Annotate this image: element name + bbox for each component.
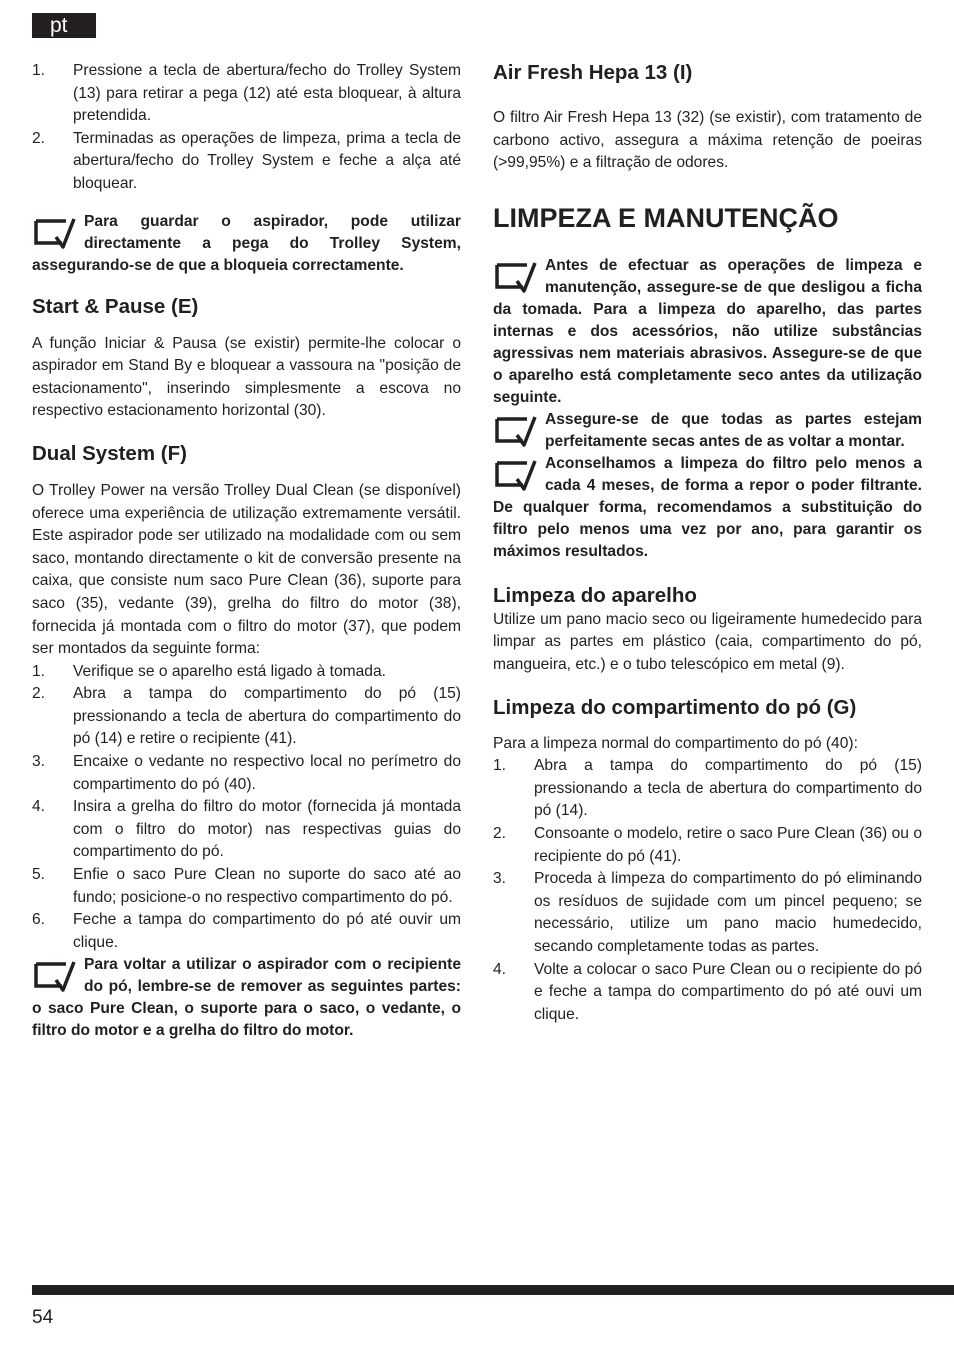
- list-item: [32, 751, 461, 796]
- language-tag: pt: [32, 13, 96, 38]
- right-column: [493, 60, 922, 1026]
- list-item: [493, 868, 922, 958]
- step-text: Abra a tampa do compartimento do pó (15) pressionando a tecla de abertura do compartimento do pó (14).: [534, 757, 922, 820]
- note-maintenance-2: [493, 409, 922, 453]
- note-dual-system: [32, 954, 461, 1042]
- note-maintenance-3: [493, 453, 922, 563]
- list-item: [493, 823, 922, 868]
- dual-system-text: O Trolley Power na versão Trolley Dual Clean (se disponível) oferece uma experiência de utilização extremamente versátil. Este aspirador pode ser utilizado na modalidade com ou sem saco, montando directamente o kit de conversão presente na caixa, que consiste num saco Pure Clean (36), suporte para saco (35), vedante (39), grelha do filtro do motor (38), fornecida já montada com o filtro do motor (37), que podem ser montados da seguinte forma:: [32, 481, 461, 658]
- page-title: LIMPEZA E MANUTENÇÃO: [493, 202, 839, 233]
- section-title-air-fresh: Air Fresh Hepa 13 (I): [493, 61, 693, 84]
- list-item: [493, 755, 922, 823]
- step-text: Enfie o saco Pure Clean no suporte do saco até ao fundo; posicione-o no respectivo compartimento do pó.: [73, 866, 461, 906]
- list-item: [32, 661, 461, 684]
- note-text: Antes de efectuar as operações de limpeza e manutenção, assegure-se de que desligou a ficha da tomada. Para a limpeza do aparelho, das partes internas e dos acessórios, não utilize substâncias agressivas nem materiais abrasivos. Assegure-se de que o aparelho está completamente seco antes da utilização seguinte.: [493, 256, 922, 406]
- note-text: Aconselhamos a limpeza do filtro pelo menos a cada 4 meses, de forma a repor o poder filtrante. De qualquer forma, recomendamos a substituição do filtro pelo menos uma vez por ano, para garantir os máximos resultados.: [493, 454, 922, 560]
- step-text: Abra a tampa do compartimento do pó (15) pressionando a tecla de abertura do compartimento do pó (14) e retire o recipiente (41).: [73, 685, 461, 748]
- step-number: 1.: [32, 662, 46, 680]
- step-number: 2.: [32, 129, 46, 147]
- step-number: 4.: [32, 798, 46, 816]
- step-text: Terminadas as operações de limpeza, prima a tecla de abertura/fecho do Trolley System e feche a alça até bloquear.: [73, 129, 461, 192]
- list-item: [32, 796, 461, 864]
- step-number: 2.: [32, 685, 46, 703]
- step-number: 3.: [32, 753, 46, 771]
- step-text: Encaixe o vedante no respectivo local no perímetro do compartimento do pó (40).: [73, 753, 461, 793]
- left-column: [32, 60, 461, 1042]
- section-title-dust-cleaning: Limpeza do compartimento do pó (G): [493, 695, 857, 719]
- dual-system-steps-list: [32, 661, 461, 955]
- device-cleaning-text: Utilize um pano macio seco ou ligeiramente humedecido para limpar as partes em plástico (caia, compartimento do pó, mangueira, etc.) e o tubo telescópico em metal (9).: [493, 610, 922, 673]
- step-text: Proceda à limpeza do compartimento do pó eliminando os resíduos de sujidade com um pincel pequeno; se necessário, utilize um pano macio humedecido, secando completamente todas as partes.: [534, 870, 922, 955]
- step-number: 6.: [32, 911, 46, 929]
- checkmark-note-icon: [493, 455, 537, 493]
- step-text: Volte a colocar o saco Pure Clean ou o recipiente do pó e feche a tampa do compartimento do pó até ouvi um clique.: [534, 960, 922, 1023]
- trolley-steps-list: [32, 60, 461, 196]
- page-number: 54: [32, 1307, 54, 1328]
- checkmark-note-icon: [32, 213, 76, 251]
- step-number: 1.: [493, 757, 507, 775]
- note-text: Assegure-se de que todas as partes estejam perfeitamente secas antes de as voltar a montar.: [545, 410, 922, 450]
- step-number: 1.: [32, 62, 46, 79]
- list-item: [32, 909, 461, 954]
- section-title-start-pause: Start & Pause (E): [32, 294, 199, 318]
- checkmark-note-icon: [493, 411, 537, 449]
- step-text: Verifique se o aparelho está ligado à tomada.: [73, 662, 386, 680]
- step-text: Consoante o modelo, retire o saco Pure Clean (36) ou o recipiente do pó (41).: [534, 824, 922, 865]
- checkmark-note-icon: [493, 257, 537, 295]
- note-text: Para voltar a utilizar o aspirador com o recipiente do pó, lembre-se de remover as seguintes partes: o saco Pure Clean, o suporte para o saco, o vedante, o filtro do motor e a grelha do filtro do motor.: [32, 956, 461, 1040]
- checkmark-note-icon: [32, 956, 76, 994]
- step-number: 3.: [493, 870, 507, 888]
- list-item: [32, 683, 461, 751]
- footer-bar: [32, 1285, 954, 1295]
- list-item: [493, 959, 922, 1027]
- note-text: Para guardar o aspirador, pode utilizar directamente a pega do Trolley System, assegurando-se de que a bloqueia correctamente.: [32, 212, 461, 274]
- list-item: [32, 60, 461, 128]
- step-text: Pressione a tecla de abertura/fecho do Trolley System (13) para retirar a pega (12) até esta bloquear, à altura pretendida.: [73, 62, 461, 125]
- dust-cleaning-steps-list: [493, 755, 922, 1026]
- section-title-device-cleaning: Limpeza do aparelho: [493, 583, 697, 607]
- start-pause-text: A função Iniciar & Pausa (se existir) permite-lhe colocar o aspirador em Stand By e bloquear a vassoura na "posição de estacionamento", inserindo simplesmente a escova no respectivo estacionamento horizontal (30).: [32, 334, 461, 420]
- step-text: Insira a grelha do filtro do motor (fornecida já montada com o filtro do motor) nas respectivas guias do compartimento do pó.: [73, 798, 461, 861]
- note-storage: [32, 211, 461, 277]
- step-number: 4.: [493, 960, 507, 978]
- step-text: Feche a tampa do compartimento do pó até ouvir um clique.: [73, 911, 461, 951]
- step-number: 5.: [32, 866, 46, 884]
- dust-cleaning-intro: Para a limpeza normal do compartimento do pó (40):: [493, 734, 858, 752]
- section-title-dual-system: Dual System (F): [32, 441, 187, 465]
- note-maintenance-1: [493, 255, 922, 409]
- list-item: [32, 128, 461, 196]
- list-item: [32, 864, 461, 909]
- air-fresh-text: O filtro Air Fresh Hepa 13 (32) (se existir), com tratamento de carbono activo, assegura a máxima retenção de poeiras (>99,95%) e a filtração de odores.: [493, 109, 922, 172]
- step-number: 2.: [493, 824, 507, 842]
